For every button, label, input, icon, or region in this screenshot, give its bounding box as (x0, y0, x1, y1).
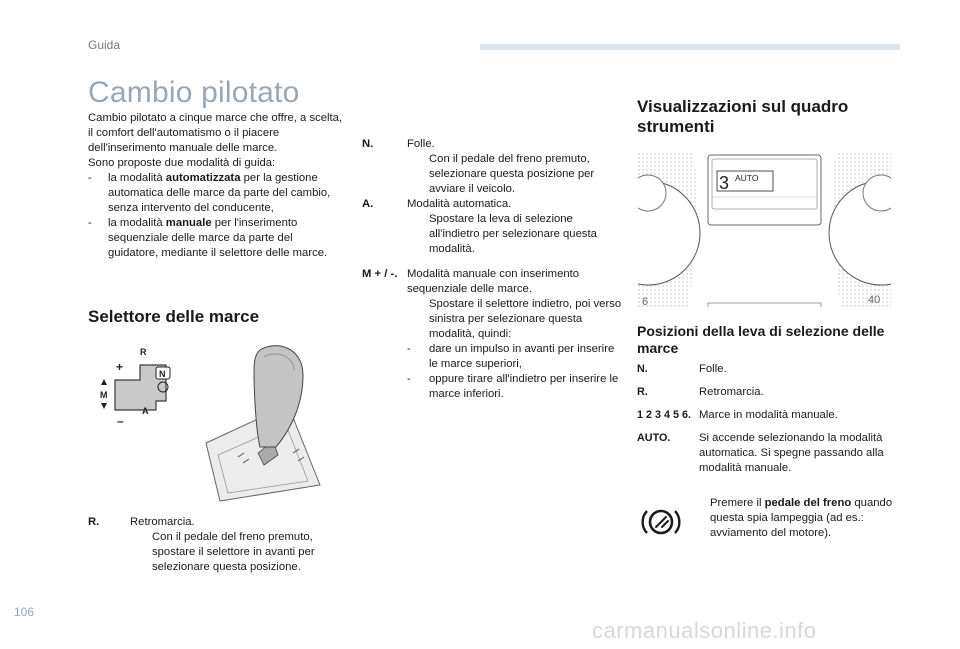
intro-mode-manual: - la modalità manuale per l'inserimento sequenziale delle marce da parte del guidatore, mediante il selettore delle marce. (88, 216, 343, 261)
intro-paragraph: Cambio pilotato a cinque marce che offre, a scelta, il comfort dell'automatismo o il piacere dell'inserimento manuale delle marce. (88, 112, 343, 154)
brake-warning-icon (641, 506, 681, 538)
position-row: 1 2 3 4 5 6. Marce in modalità manuale. (637, 409, 838, 421)
reverse-label: Retromarcia. (130, 516, 195, 528)
reverse-instruction: Con il pedale del freno premuto, spostare il selettore in avanti per selezionare questa posizione. (152, 531, 315, 573)
intro-mode-list (88, 171, 343, 261)
mode-definitions (362, 137, 622, 412)
page-number: 106 (14, 605, 35, 619)
gear-indicator: 3 (719, 173, 730, 193)
position-row: AUTO. Si accende selezionando la modalità automatica. Si spegne passando alla modalità manuale. (637, 432, 884, 474)
mode-automatic: A. Modalità automatica. Spostare la leva di selezione all'indietro per selezionare questa modalità. (362, 198, 597, 255)
intro-text (88, 111, 343, 261)
right-gauge-number: 40 (868, 294, 881, 306)
left-gauge-number: 6 (642, 296, 649, 307)
gate-label-plus: + (116, 360, 124, 374)
instrument-cluster-diagram (638, 153, 891, 307)
mode-manual: M + / -. Modalità manuale con inserimento sequenziale delle marce. Spostare il selettore indietro, poi verso sinistra per selezionare questa modalità, quindi: - dare un impulso in avanti per inserire le marce superiori, - oppure tirare all'indietro per inserire le marce inferiori. (362, 268, 622, 400)
position-row: N. Folle. (637, 363, 727, 375)
gate-label-r: R (140, 347, 147, 357)
watermark: carmanualsonline.info (592, 618, 817, 643)
reverse-key: R. (88, 516, 100, 528)
gate-label-a: A (142, 406, 149, 416)
selector-section-title: Selettore delle marce (88, 307, 260, 326)
gear-selector-diagram (88, 335, 338, 505)
gate-label-minus: – (117, 414, 124, 428)
positions-section-title: Posizioni della leva di selezione delle marce (637, 323, 885, 356)
intro-mode-automatic: - la modalità automatizzata per la gestione automatica delle marce da parte del cambio, senza intervento del conducente, (88, 171, 343, 216)
reverse-definition (88, 515, 343, 575)
page-title: Cambio pilotato (88, 76, 300, 109)
header-bar (480, 44, 900, 50)
position-row: R. Retromarcia. (637, 386, 764, 398)
brake-note: Premere il pedale del freno quando questa spia lampeggia (ad es.: avviamento del motore). (710, 497, 893, 539)
display-section-title: Visualizzazioni sul quadro strumenti (637, 97, 849, 136)
auto-indicator: AUTO (735, 173, 759, 183)
intro-modes-lead: Sono proposte due modalità di guida: (88, 157, 276, 169)
gate-label-m: M (100, 390, 108, 400)
gate-label-n: N (159, 369, 166, 379)
section-label: Guida (88, 38, 121, 52)
positions-list (637, 362, 897, 484)
mode-neutral: N. Folle. Con il pedale del freno premuto, selezionare questa posizione per avviare il veicolo. (362, 138, 595, 195)
